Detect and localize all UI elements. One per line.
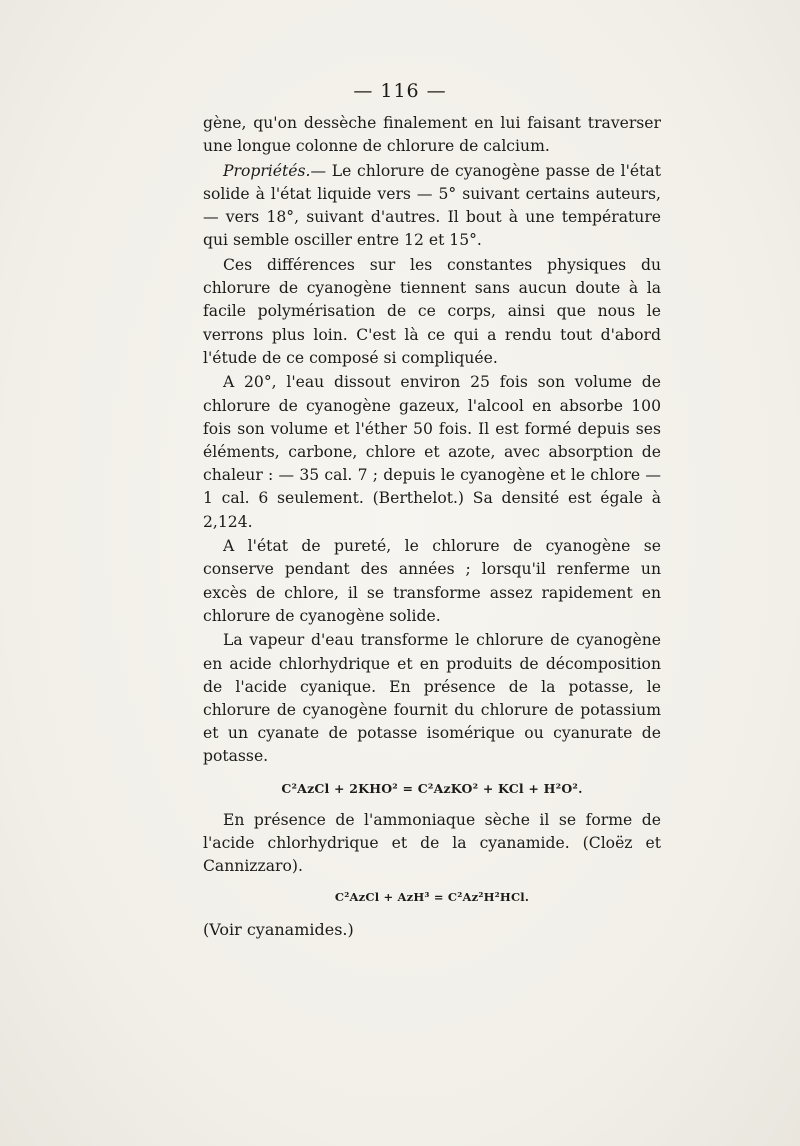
paragraph-polymerisation: Ces différences sur les constantes physiques du chlorure de cyanogène tiennent sans aucun doute à la facile polymérisation de ce corps, ainsi que nous le verrons plus loin. C'est là ce qui a rendu tout d'abord l'étude de ce composé si compliquée. (203, 256, 661, 367)
paragraph-properties (203, 160, 661, 253)
paragraph-continuation: gène, qu'on dessèche finalement en lui faisant traverser une longue colonne de chlorure de calcium. (203, 114, 661, 156)
formula-potasse: C²AzCl + 2KHO² = C²AzKO² + KCl + H²O². (281, 780, 583, 796)
body-text (203, 112, 661, 942)
formula-ammoniaque: C²AzCl + AzH³ = C²Az²H²HCl. (334, 890, 530, 905)
paragraph-properties-text: — Le chlorure de cyanogène passe de l'état solide à l'état liquide vers — 5° suivant certains auteurs, — vers 18°, suivant d'autres. Il bout à une température qui semble osciller entre 12 et 15°. (203, 161, 661, 250)
paragraph-solubility: A 20°, l'eau dissout environ 25 fois son volume de chlorure de cyanogène gazeux, l'alcool en absorbe 100 fois son volume et l'éther 50 fois. Il est formé depuis ses éléments, carbone, chlore et azote, avec absorption de chaleur : — 35 cal. 7 ; depuis le cyanogène et le chlore — 1 cal. 6 seulement. (Berthelot.) Sa densité est égale à 2,124. (203, 373, 661, 531)
paragraph-ammoniaque: En présence de l'ammoniaque sèche il se forme de l'acide chlorhydrique et de la cyanamide. (Cloëz et Cannizzaro). (203, 810, 661, 876)
closing-reference: (Voir cyanamides.) (203, 919, 354, 939)
paragraph-purity: A l'état de pureté, le chlorure de cyanogène se conserve pendant des années ; lorsqu'il renferme un excès de chlore, il se transforme assez rapidement en chlorure de cyanogène solide. (203, 537, 661, 625)
paragraph-water-vapour: La vapeur d'eau transforme le chlorure de cyanogène en acide chlorhydrique et en produits de décomposition de l'acide cyanique. En présence de la potasse, le chlorure de cyanogène fournit du chlorure de potassium et un cyanate de potasse isomérique ou cyanurate de potasse. (203, 631, 661, 766)
page-number: — 116 — (353, 80, 447, 102)
section-heading-proprietes: Propriétés. (223, 161, 311, 180)
